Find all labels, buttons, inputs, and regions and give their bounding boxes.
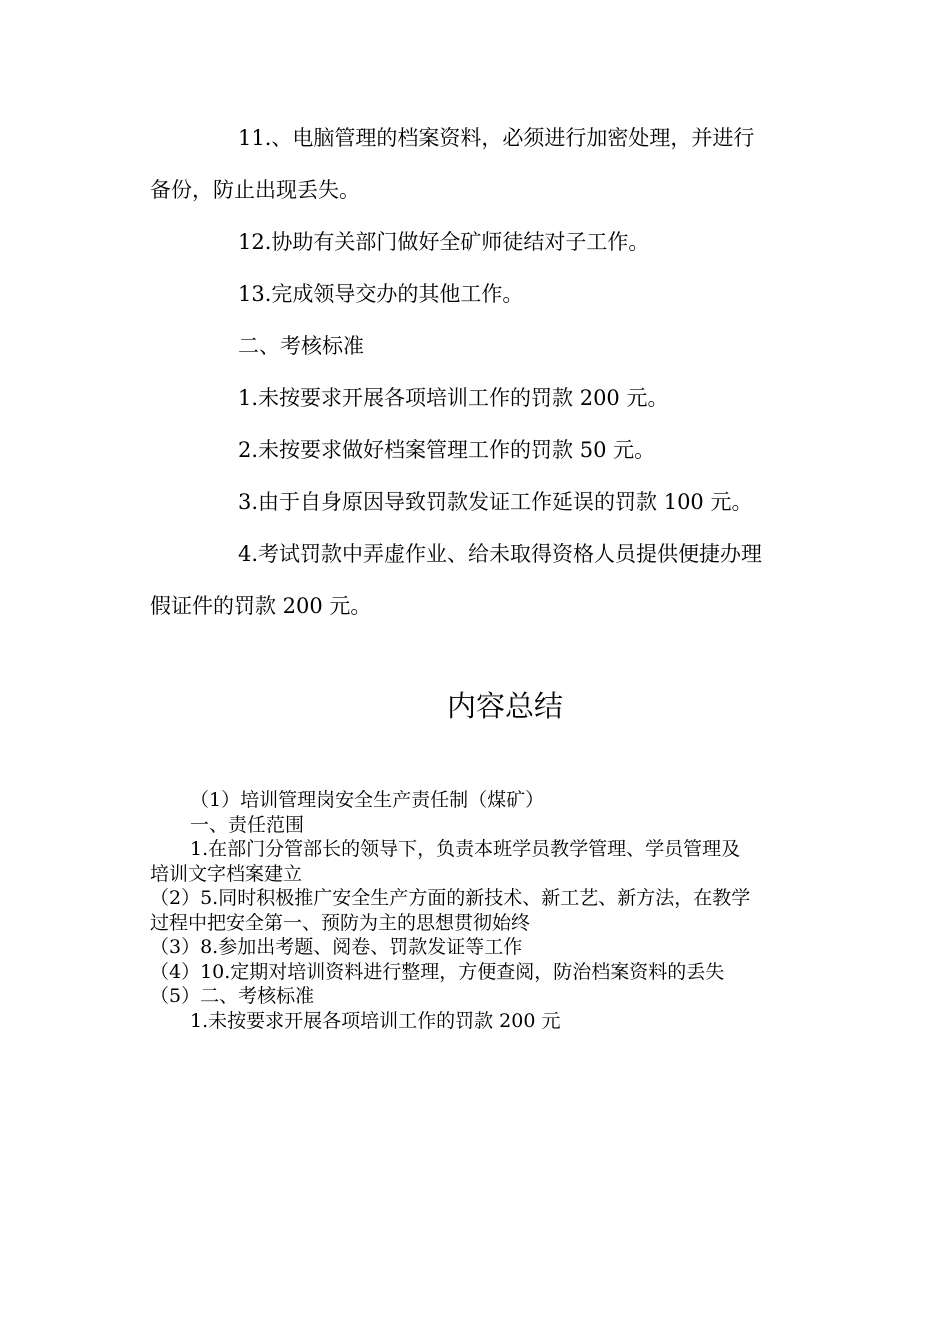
item-11-line-2: 备份，防止出现丢失。 bbox=[150, 178, 360, 202]
section-2-heading: 二、考核标准 bbox=[238, 334, 364, 358]
rule-1: 1.未按要求开展各项培训工作的罚款 200 元。 bbox=[238, 386, 669, 410]
rule-4-line-2: 假证件的罚款 200 元。 bbox=[150, 594, 372, 618]
summary-line: 一、责任范围 bbox=[190, 813, 305, 836]
summary-line: （3）8.参加出考题、阅卷、罚款发证等工作 bbox=[150, 936, 523, 958]
rule-3: 3.由于自身原因导致罚款发证工作延误的罚款 100 元。 bbox=[238, 490, 753, 514]
summary-line: 1.在部门分管部长的领导下，负责本班学员教学管理、学员管理及 bbox=[190, 838, 741, 860]
item-11-line-1: 11.、电脑管理的档案资料，必须进行加密处理，并进行 bbox=[238, 126, 755, 150]
summary-line: 培训文字档案建立 bbox=[150, 862, 303, 885]
summary-line: （2）5.同时积极推广安全生产方面的新技术、新工艺、新方法，在教学 bbox=[150, 887, 751, 909]
rule-2: 2.未按要求做好档案管理工作的罚款 50 元。 bbox=[238, 438, 656, 462]
summary-line: 过程中把安全第一、预防为主的思想贯彻始终 bbox=[150, 911, 531, 934]
item-13: 13.完成领导交办的其他工作。 bbox=[238, 282, 524, 306]
item-12: 12.协助有关部门做好全矿师徒结对子工作。 bbox=[238, 230, 650, 254]
summary-body bbox=[150, 788, 810, 1033]
summary-title: 内容总结 bbox=[446, 689, 563, 723]
responsibility-body bbox=[150, 112, 810, 632]
rule-4-line-1: 4.考试罚款中弄虚作业、给未取得资格人员提供便捷办理 bbox=[238, 542, 763, 566]
summary-line: （5）二、考核标准 bbox=[150, 985, 315, 1007]
summary-line: （1）培训管理岗安全生产责任制（煤矿） bbox=[190, 789, 545, 811]
summary-line: （4）10.定期对培训资料进行整理，方便查阅，防治档案资料的丢失 bbox=[150, 960, 725, 983]
summary-line: 1.未按要求开展各项培训工作的罚款 200 元 bbox=[190, 1009, 561, 1032]
